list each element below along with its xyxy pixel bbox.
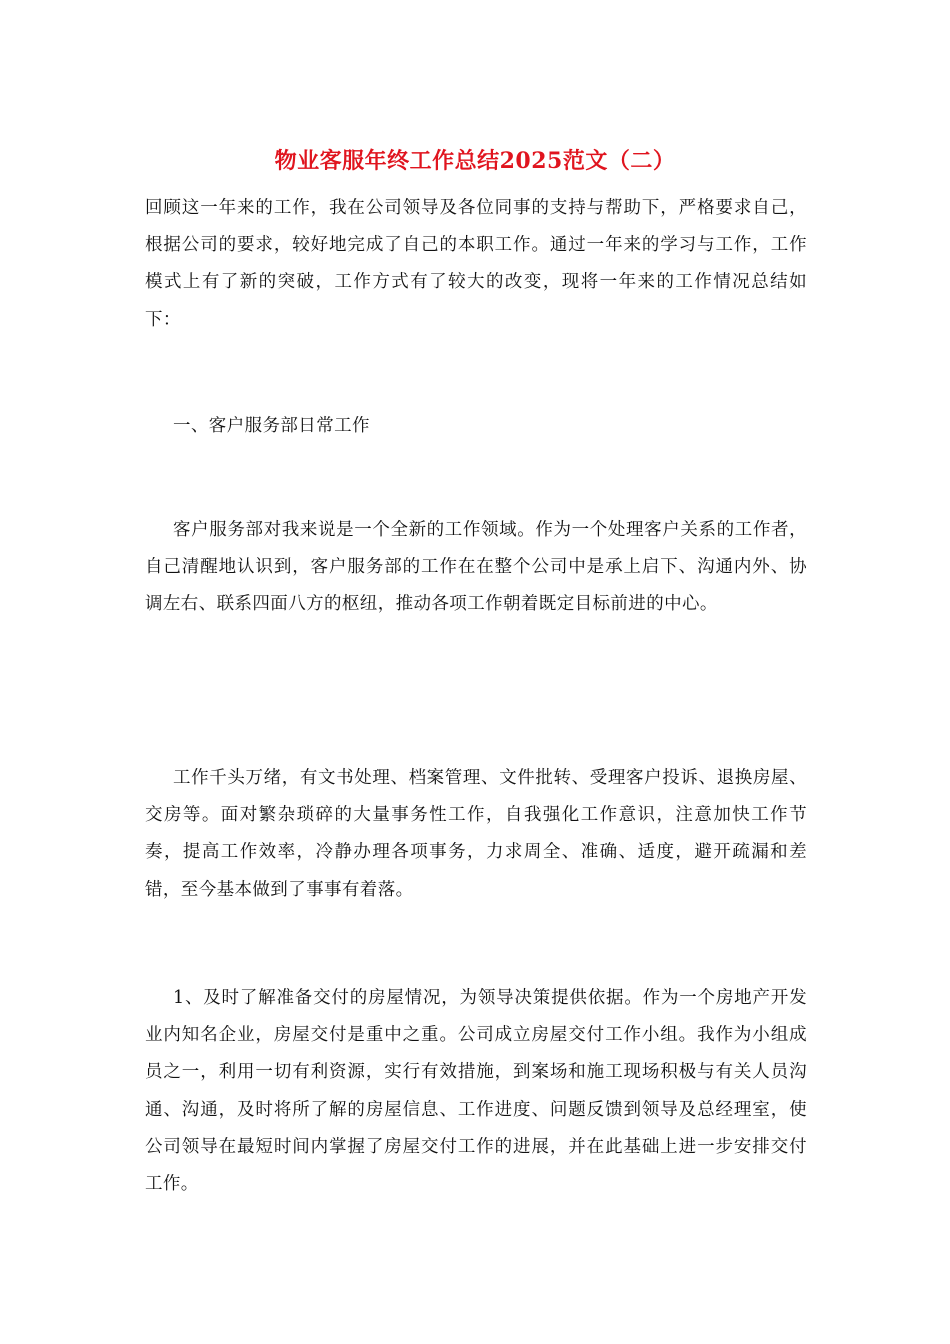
document-title: 物业客服年终工作总结2025范文（二） bbox=[274, 148, 676, 174]
body-paragraph: 工作千头万绪，有文书处理、档案管理、文件批转、受理客户投诉、退换房屋、交房等。面对繁杂琐碎的大量事务性工作，自我强化工作意识，注意加快工作节奏，提高工作效率，冷静办理各项事务，力求周全、准确、适度，避开疏漏和差错，至今基本做到了事事有着落。 bbox=[145, 768, 807, 900]
body-paragraph: 客户服务部对我来说是一个全新的工作领域。作为一个处理客户关系的工作者，自己清醒地认识到，客户服务部的工作在在整个公司中是承上启下、沟通内外、协调左右、联系四面八方的枢纽，推动各项工作朝着既定目标前进的中心。 bbox=[145, 520, 807, 615]
intro-paragraph: 回顾这一年来的工作，我在公司领导及各位同事的支持与帮助下，严格要求自己，根据公司的要求，较好地完成了自己的本职工作。通过一年来的学习与工作，工作模式上有了新的突破，工作方式有了较大的改变，现将一年来的工作情况总结如下： bbox=[145, 198, 807, 330]
section-heading: 一、客户服务部日常工作 bbox=[173, 416, 370, 436]
body-paragraph: 1、及时了解准备交付的房屋情况，为领导决策提供依据。作为一个房地产开发业内知名企业，房屋交付是重中之重。公司成立房屋交付工作小组。我作为小组成员之一，利用一切有利资源，实行有效措施，到案场和施工现场积极与有关人员沟通、沟通，及时将所了解的房屋信息、工作进度、问题反馈到领导及总经理室，使公司领导在最短时间内掌握了房屋交付工作的进展，并在此基础上进一步安排交付工作。 bbox=[145, 988, 807, 1195]
